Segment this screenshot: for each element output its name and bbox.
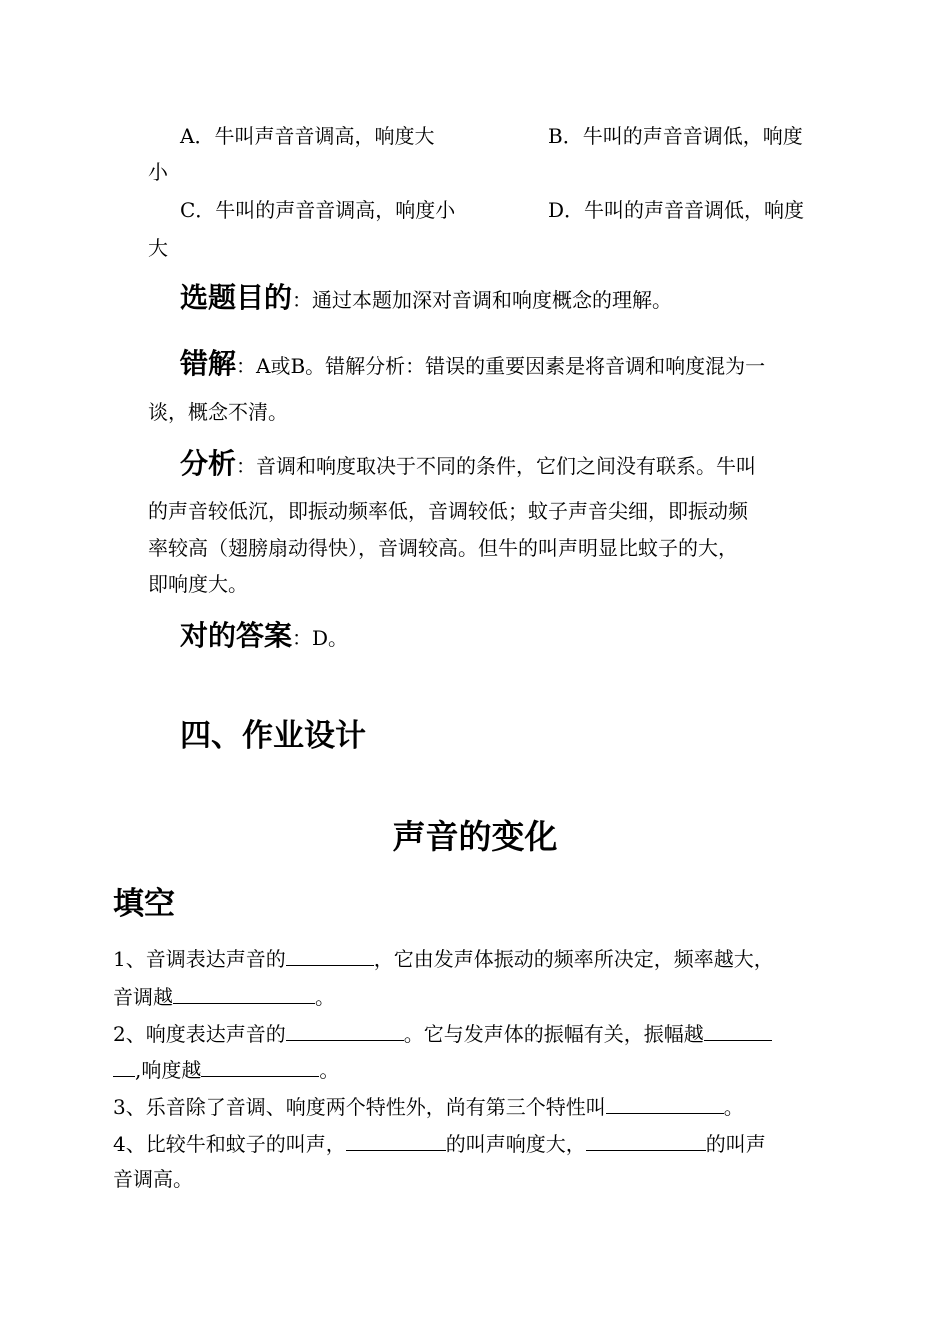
purpose-paragraph [180, 280, 672, 318]
question-1-line2 [113, 983, 335, 1011]
answer-label: 对的答案 [180, 619, 293, 652]
option-d-wrap: 大 [148, 236, 168, 260]
question-4-line1 [113, 1130, 766, 1158]
question-4-text-b: 的叫声响度大， [445, 1132, 586, 1156]
question-1-line1 [113, 945, 774, 973]
question-1-text-a: 1、音调表达声音的 [113, 947, 286, 971]
question-2-line1 [113, 1020, 772, 1048]
question-1-text-b: ，它由发声体振动的频率所决定，频率越大， [373, 947, 774, 971]
question-1-blank-1[interactable] [286, 945, 374, 966]
question-2-line2 [113, 1056, 339, 1084]
analysis-line2: 的声音较低沉，即振动频率低，音调较低；蚊子声音尖细，即振动频 [148, 499, 748, 523]
wrong-line1: ：A或B。错解分析：错误的重要因素是将音调和响度混为一 [236, 354, 766, 378]
section-title: 填空 [113, 886, 175, 922]
question-4-blank-1[interactable] [346, 1130, 446, 1151]
question-2-blank-2-cont[interactable] [113, 1056, 135, 1077]
option-c: C．牛叫的声音音调高，响度小 [180, 198, 456, 222]
analysis-line1: ：音调和响度取决于不同的条件，它们之间没有联系。牛叫 [236, 454, 757, 478]
purpose-text: ：通过本题加深对音调和响度概念的理解。 [292, 288, 673, 312]
question-1-blank-2[interactable] [173, 983, 315, 1004]
question-4-text-c: 的叫声 [705, 1132, 766, 1156]
answer-text: ：D。 [292, 626, 349, 650]
wrong-line2: 谈，概念不清。 [148, 400, 288, 424]
analysis-label: 分析 [180, 447, 237, 480]
option-b: B．牛叫的声音音调低，响度 [548, 124, 803, 148]
question-3-text-b: 。 [723, 1095, 744, 1119]
question-2-blank-3[interactable] [201, 1056, 319, 1077]
wrong-paragraph [180, 346, 765, 384]
answer-paragraph [180, 618, 348, 656]
question-3-line1 [113, 1093, 744, 1121]
question-3-blank-1[interactable] [606, 1093, 724, 1114]
question-4-line2: 音调高。 [113, 1167, 193, 1191]
option-a: A．牛叫声音音调高，响度大 [180, 124, 435, 148]
question-1-text-c: 音调越 [113, 985, 173, 1009]
question-2-blank-2[interactable] [704, 1020, 772, 1041]
option-b-wrap: 小 [148, 160, 168, 184]
question-4-blank-2[interactable] [586, 1130, 706, 1151]
question-1-text-d: 。 [315, 985, 335, 1009]
wrong-label: 错解 [180, 347, 237, 380]
option-d: D．牛叫的声音音调低，响度 [548, 198, 805, 222]
question-2-blank-1[interactable] [286, 1020, 404, 1041]
question-2-text-b: 。它与发声体的振幅有关，振幅越 [403, 1022, 704, 1046]
question-3-text-a: 3、乐音除了音调、响度两个特性外，尚有第三个特性叫 [113, 1095, 606, 1119]
question-4-text-a: 4、比较牛和蚊子的叫声， [113, 1132, 346, 1156]
question-2-text-d: 。 [319, 1058, 340, 1082]
homework-heading: 四、作业设计 [180, 718, 366, 754]
analysis-line4: 即响度大。 [148, 572, 248, 596]
purpose-label: 选题目的 [180, 281, 293, 314]
document-title: 声音的变化 [392, 817, 558, 856]
analysis-line3: 率较高（翅膀扇动得快），音调较高。但牛的叫声明显比蚊子的大， [148, 536, 738, 560]
analysis-paragraph [180, 446, 756, 484]
question-2-text-c: ,响度越 [135, 1058, 202, 1082]
question-2-text-a: 2、响度表达声音的 [113, 1022, 286, 1046]
